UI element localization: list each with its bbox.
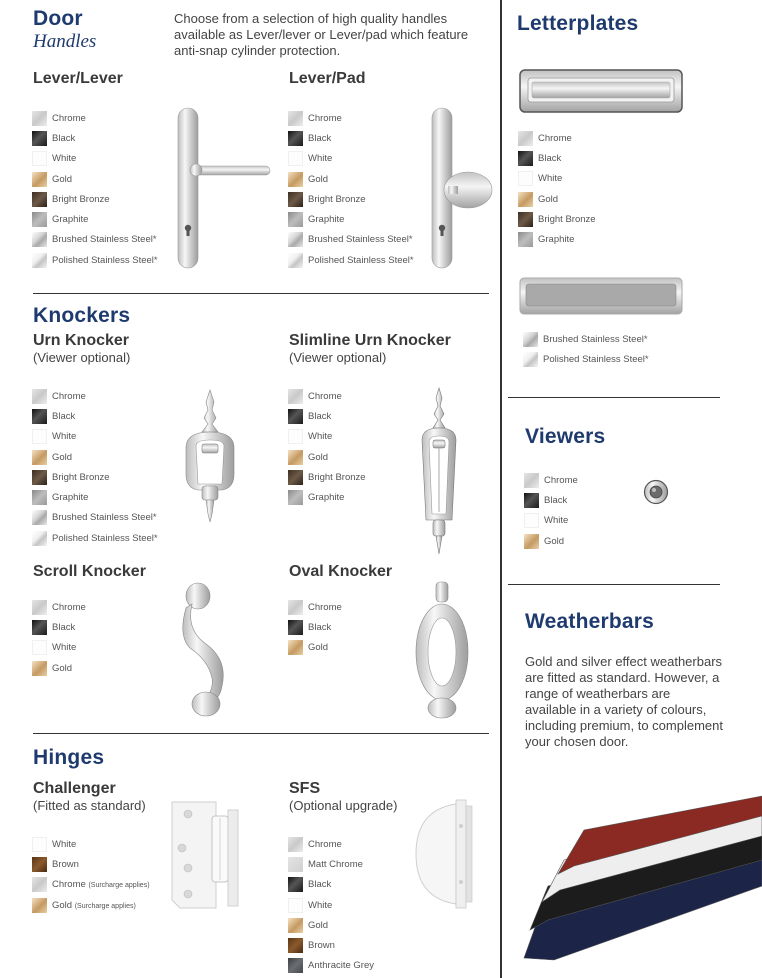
finish-chrome: Chrome (Surcharge applies) xyxy=(32,875,150,895)
finish-graphite: Graphite xyxy=(288,487,366,507)
door-handles-title: Door xyxy=(33,7,83,30)
divider xyxy=(33,733,489,734)
knockers-title: Knockers xyxy=(33,304,131,327)
sfs-finishes xyxy=(288,834,374,976)
weatherbars-title: Weatherbars xyxy=(525,610,655,633)
finish-graphite: Graphite xyxy=(518,229,596,249)
finish-black: Black xyxy=(32,617,86,637)
urn-knocker-title: Urn Knocker xyxy=(33,332,130,349)
finish-black: Black xyxy=(32,406,158,426)
slimline-knocker-finishes xyxy=(288,386,366,508)
finish-chrome: Chrome xyxy=(524,470,578,490)
finish-polished-steel: Polished Stainless Steel* xyxy=(32,528,158,548)
finish-bright-bronze: Bright Bronze xyxy=(32,467,158,487)
finish-black: Black xyxy=(524,490,578,510)
weatherbars-image xyxy=(514,790,762,976)
slimline-knocker-note: (Viewer optional) xyxy=(289,350,387,365)
finish-chrome: Chrome xyxy=(518,128,596,148)
letterplate-steel-finishes xyxy=(523,329,649,370)
divider xyxy=(33,293,489,294)
finish-gold: Gold xyxy=(32,169,158,189)
finish-gold: Gold xyxy=(288,915,374,935)
finish-polished-steel: Polished Stainless Steel* xyxy=(32,250,158,270)
finish-gold: Gold xyxy=(288,447,366,467)
challenger-hinge-image xyxy=(166,796,244,912)
lever-lever-title: Lever/Lever xyxy=(33,70,123,87)
finish-matt-chrome: Matt Chrome xyxy=(288,854,374,874)
lever-lever-handle-image xyxy=(170,104,280,270)
finish-polished-steel: Polished Stainless Steel* xyxy=(523,349,649,369)
finish-brushed-steel: Brushed Stainless Steel* xyxy=(288,230,414,250)
oval-knocker-title: Oval Knocker xyxy=(289,563,393,580)
finish-black: Black xyxy=(518,148,596,168)
finish-chrome: Chrome xyxy=(32,386,158,406)
viewer-image xyxy=(643,479,669,505)
letterplate-finishes xyxy=(518,128,596,250)
scroll-knocker-image xyxy=(176,580,236,718)
viewer-finishes xyxy=(524,470,578,551)
oval-knocker-finishes xyxy=(288,597,342,658)
finish-gold: Gold xyxy=(288,638,342,658)
finish-brushed-steel: Brushed Stainless Steel* xyxy=(32,508,158,528)
letterplates-title: Letterplates xyxy=(517,12,639,35)
urn-knocker-finishes xyxy=(32,386,158,548)
urn-knocker-image xyxy=(172,388,248,528)
finish-black: Black xyxy=(32,128,158,148)
finish-white: White xyxy=(32,149,158,169)
divider xyxy=(508,584,720,585)
finish-bright-bronze: Bright Bronze xyxy=(288,467,366,487)
lever-pad-handle-image xyxy=(424,104,500,270)
letterplate-image xyxy=(518,68,684,114)
lever-lever-finishes xyxy=(32,108,158,270)
finish-chrome: Chrome xyxy=(32,597,86,617)
finish-white: White xyxy=(524,511,578,531)
finish-brown: Brown xyxy=(32,854,150,874)
finish-bright-bronze: Bright Bronze xyxy=(288,189,414,209)
finish-brushed-steel: Brushed Stainless Steel* xyxy=(523,329,649,349)
finish-white: White xyxy=(518,169,596,189)
oval-knocker-image xyxy=(410,580,474,722)
finish-polished-steel: Polished Stainless Steel* xyxy=(288,250,414,270)
finish-bright-bronze: Bright Bronze xyxy=(32,189,158,209)
finish-brown: Brown xyxy=(288,935,374,955)
slimline-knocker-title: Slimline Urn Knocker xyxy=(289,332,451,349)
door-handles-title-script: Handles xyxy=(33,31,97,52)
finish-white: White xyxy=(288,149,414,169)
finish-gold: Gold xyxy=(518,189,596,209)
letterplate-steel-image xyxy=(518,274,684,318)
finish-gold: Gold xyxy=(32,658,86,678)
finish-graphite: Graphite xyxy=(32,487,158,507)
finish-black: Black xyxy=(288,128,414,148)
finish-gold: Gold xyxy=(32,447,158,467)
finish-white: White xyxy=(288,895,374,915)
scroll-knocker-finishes xyxy=(32,597,86,678)
door-handles-intro: Choose from a selection of high quality handles available as Lever/lever or Lever/pad which feature anti-snap cylinder protection. xyxy=(174,11,469,58)
finish-white: White xyxy=(32,638,86,658)
finish-gold: Gold (Surcharge applies) xyxy=(32,895,150,915)
finish-black: Black xyxy=(288,406,366,426)
lever-pad-title: Lever/Pad xyxy=(289,70,366,87)
finish-white: White xyxy=(288,427,366,447)
finish-chrome: Chrome xyxy=(32,108,158,128)
finish-gold: Gold xyxy=(524,531,578,551)
weatherbars-description: Gold and silver effect weatherbars are fitted as standard. However, a range of weatherbars are available in a variety of colours, including premium, to complement your chosen door. xyxy=(525,654,723,749)
column-divider xyxy=(500,0,502,978)
finish-chrome: Chrome xyxy=(288,597,342,617)
finish-white: White xyxy=(32,427,158,447)
urn-knocker-note: (Viewer optional) xyxy=(33,350,131,365)
divider xyxy=(508,397,720,398)
lever-pad-finishes xyxy=(288,108,414,270)
finish-brushed-steel: Brushed Stainless Steel* xyxy=(32,230,158,250)
viewers-title: Viewers xyxy=(525,425,606,448)
finish-chrome: Chrome xyxy=(288,386,366,406)
sfs-note: (Optional upgrade) xyxy=(289,798,398,813)
finish-black: Black xyxy=(288,617,342,637)
finish-chrome: Chrome xyxy=(288,108,414,128)
slimline-knocker-image xyxy=(414,386,464,556)
finish-graphite: Graphite xyxy=(32,209,158,229)
challenger-note: (Fitted as standard) xyxy=(33,798,146,813)
hinges-title: Hinges xyxy=(33,746,105,769)
finish-chrome: Chrome xyxy=(288,834,374,854)
finish-anthracite-grey: Anthracite Grey xyxy=(288,956,374,976)
sfs-title: SFS xyxy=(289,780,321,797)
finish-white: White xyxy=(32,834,150,854)
finish-gold: Gold xyxy=(288,169,414,189)
challenger-finishes xyxy=(32,834,150,915)
finish-graphite: Graphite xyxy=(288,209,414,229)
challenger-title: Challenger xyxy=(33,780,116,797)
finish-bright-bronze: Bright Bronze xyxy=(518,209,596,229)
scroll-knocker-title: Scroll Knocker xyxy=(33,563,146,580)
sfs-hinge-image xyxy=(412,796,474,912)
finish-black: Black xyxy=(288,875,374,895)
